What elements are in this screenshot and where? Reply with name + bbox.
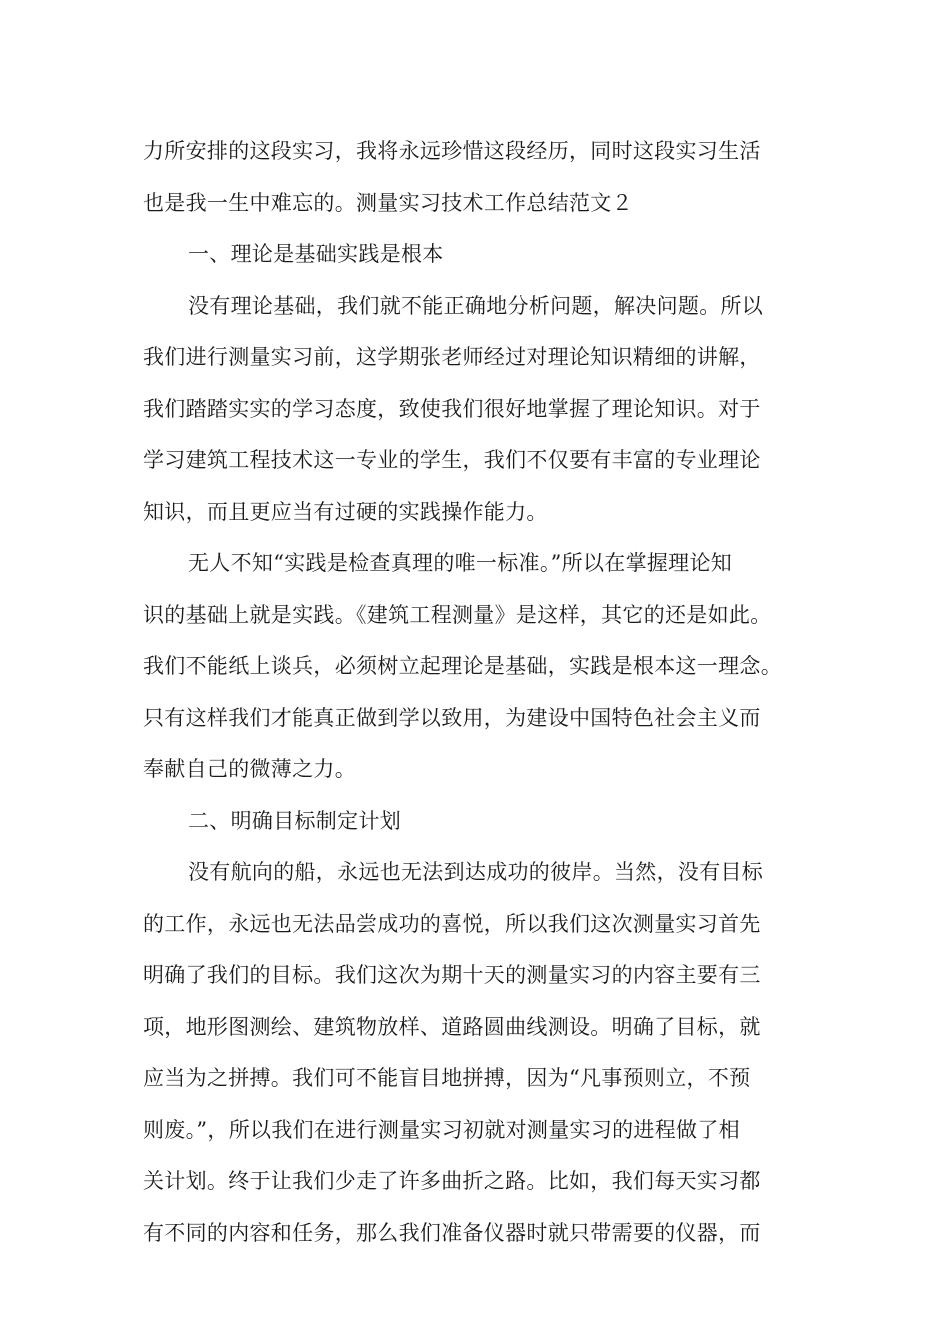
text-line: 没有航向的船，永远也无法到达成功的彼岸。当然，没有目标: [188, 860, 764, 884]
text-line: 无人不知“实践是检查真理的唯一标准。”所以在掌握理论知: [188, 551, 733, 575]
text-line: 识的基础上就是实践。《建筑工程测量》是这样，其它的还是如此。: [143, 602, 772, 627]
text-line: 应当为之拼搏。我们可不能盲目地拼搏，因为“凡事预则立，不预: [143, 1066, 751, 1090]
text-line: 我们踏踏实实的学习态度，致使我们很好地掌握了理论知识。对于: [143, 396, 761, 421]
text-line: 则废。”，所以我们在进行测量实习初就对测量实习的进程做了相: [143, 1117, 740, 1142]
text-line: 有不同的内容和任务，那么我们准备仪器时就只带需要的仪器，而: [143, 1220, 761, 1245]
document-body: [143, 126, 813, 1259]
section-heading: 一、理论是基础实践是根本: [188, 242, 444, 266]
text-line: 明确了我们的目标。我们这次为期十天的测量实习的内容主要有三: [143, 963, 761, 987]
text-line: 只有这样我们才能真正做到学以致用，为建设中国特色社会主义而: [143, 705, 761, 730]
text-line: 的工作，永远也无法品尝成功的喜悦，所以我们这次测量实习首先: [143, 911, 761, 936]
text-line: 我们进行测量实习前，这学期张老师经过对理论知识精细的讲解，: [143, 345, 761, 369]
text-line: 我们不能纸上谈兵，必须树立起理论是基础，实践是根本这一理念。: [143, 654, 782, 678]
section-heading: 二、明确目标制定计划: [188, 808, 401, 833]
text-line: 力所安排的这段实习，我将永远珍惜这段经历，同时这段实习生活: [143, 139, 761, 163]
text-line: 没有理论基础，我们就不能正确地分析问题，解决问题。所以: [188, 293, 764, 318]
text-line: 项，地形图测绘、建筑物放样、道路圆曲线测设。明确了目标，就: [143, 1014, 761, 1039]
text-line: 奉献自己的微薄之力。: [143, 757, 356, 781]
text-line: 知识，而且更应当有过硬的实践操作能力。: [143, 499, 548, 524]
text-line: 也是我一生中难忘的。测量实习技术工作总结范文２: [143, 190, 633, 215]
text-line: 学习建筑工程技术这一专业的学生，我们不仅要有丰富的专业理论: [143, 448, 761, 472]
text-line: 关计划。终于让我们少走了许多曲折之路。比如，我们每天实习都: [143, 1169, 761, 1193]
